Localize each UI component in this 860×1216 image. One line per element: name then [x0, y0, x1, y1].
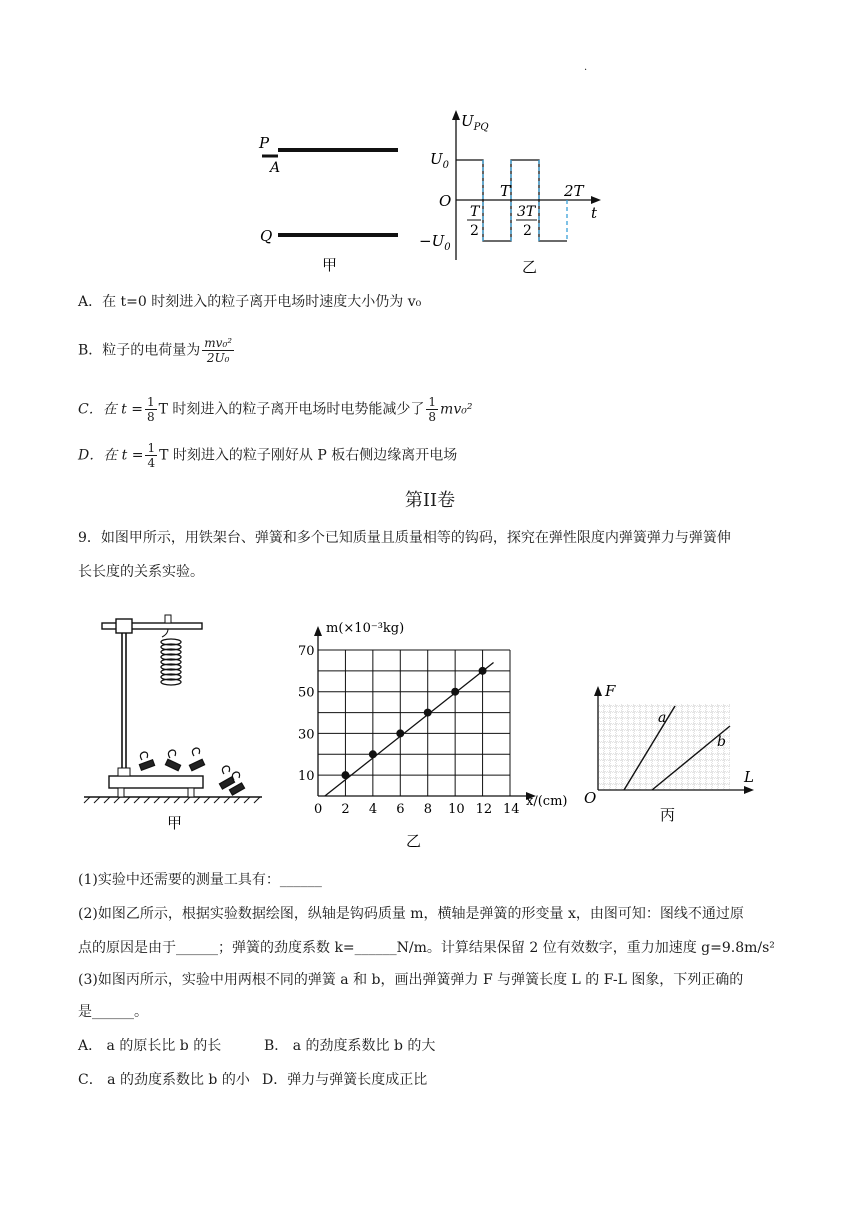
x-tick-label: 4 [368, 802, 378, 817]
y-tick-label: 30 [298, 727, 315, 743]
option-c: C．在 t = $\frac{1}{8}$ T 时刻进入的粒子离开电场时电势能减少了 $\frac{1}{8}$ mv₀² [78, 395, 473, 424]
figure-plates [250, 128, 410, 273]
caption-fig-yi: 乙 [406, 832, 422, 850]
data-point [396, 729, 404, 737]
data-point [341, 771, 349, 779]
chart-points [341, 667, 486, 779]
caption-yi: 乙 [522, 258, 538, 276]
data-point [479, 667, 487, 675]
label-P: P [259, 134, 270, 152]
q9-option-b: B． a 的劲度系数比 b 的大 [264, 1038, 436, 1054]
q9-part3-line1: (3)如图丙所示，实验中用两根不同的弹簧 a 和 b，画出弹簧弹力 F 与弹簧长度 L 的 F-L 图象，下列正确的 [78, 972, 744, 988]
chart-y-label: m(×10⁻³kg) [326, 621, 405, 636]
section-title: 第II卷 [404, 490, 456, 511]
label-A: A [270, 160, 281, 176]
x-tick-label: 10 [448, 802, 465, 817]
figure-iron-stand [82, 610, 267, 840]
data-point [424, 709, 432, 717]
figure-f-l-graph [580, 676, 765, 826]
y-tick-label: 70 [298, 644, 315, 659]
x-tick-label: 2 [341, 802, 350, 817]
svg-text:UPQ [461, 112, 489, 133]
label-O: O [439, 192, 452, 210]
q9-option-d: D．弹力与弹簧长度成正比 [262, 1072, 428, 1088]
y-tick-label: 10 [298, 769, 315, 785]
x-tick-label: 14 [503, 802, 520, 817]
chart-m-vs-x [290, 610, 580, 850]
option-a: A．在 t=0 时刻进入的粒子离开电场时速度大小仍为 v₀ [78, 294, 422, 310]
q9-option-c: C． a 的劲度系数比 b 的小 [78, 1072, 250, 1088]
caption-jia: 甲 [322, 256, 338, 273]
q9-part3-line2: 是______。 [78, 1004, 148, 1020]
option-b: B．粒子的电荷量为 $\frac{\text{mv₀²}}{\text{2U₀}}$ [78, 336, 233, 365]
bing-label-L: L [744, 768, 754, 786]
label-Q: Q [260, 227, 273, 245]
label-upq-sub: PQ [473, 122, 489, 133]
frac-b-num: mv₀² [204, 336, 233, 350]
svg-text:−U0 [419, 232, 451, 253]
chart-x-label: x/(cm) [526, 794, 568, 809]
label-2T: 2T [564, 182, 584, 200]
q9-stem-line1: 9．如图甲所示，用铁架台、弹簧和多个已知质量且质量相等的钩码，探究在弹性限度内弹簧弹力与弹簧伸 [78, 530, 731, 546]
bing-label-a: a [658, 710, 667, 726]
figure-upq-graph [415, 108, 615, 278]
q9-part1: (1)实验中还需要的测量工具有：______ [78, 872, 322, 888]
svg-text:U0 [430, 150, 450, 171]
label-half-num: T [470, 204, 480, 220]
label-u0-sub: 0 [442, 160, 450, 171]
label-T: T [500, 182, 511, 200]
label-3half-den: 2 [523, 223, 532, 239]
option-d: D．在 t = $\frac{1}{4}$ T 时刻进入的粒子刚好从 P 板右侧边缘离开电场 [78, 441, 458, 470]
data-point [451, 688, 459, 696]
q9-part2-line1: (2)如图乙所示，根据实验数据绘图，纵轴是钩码质量 m，横轴是弹簧的形变量 x，由图可知：图线不通过原 [78, 906, 744, 922]
x-tick-label: 12 [475, 802, 493, 817]
frac-b-den: 2U₀ [206, 351, 230, 365]
x-tick-label: 0 [314, 802, 323, 817]
chart-fit-line [325, 663, 494, 796]
q9-stem-line2: 长长度的关系实验。 [78, 564, 204, 580]
fit-line [325, 663, 494, 796]
y-axis-arrow [314, 626, 322, 636]
data-point [369, 750, 377, 758]
bing-label-F: F [605, 682, 616, 700]
x-tick-label: 8 [423, 802, 432, 817]
bing-label-b: b [717, 734, 726, 750]
label-neg-u0: −U [419, 232, 445, 250]
x-tick-label: 6 [396, 802, 405, 817]
label-t: t [591, 204, 598, 222]
label-u0: U [430, 150, 443, 168]
y-tick-label: 50 [298, 685, 315, 701]
q9-part2-line2: 点的原因是由于______；弹簧的劲度系数 k=______N/m。计算结果保留 2 位有效数字，重力加速度 g=9.8m/s² [78, 940, 775, 956]
caption-fig-jia: 甲 [167, 814, 183, 832]
label-upq: U [461, 112, 474, 130]
bing-label-O: O [584, 789, 597, 807]
label-neg-u0-sub: 0 [444, 242, 451, 253]
label-3half-num: 3T [517, 204, 536, 220]
q9-option-a: A． a 的原长比 b 的长 [78, 1038, 222, 1054]
caption-fig-bing: 丙 [660, 806, 676, 824]
top-dot: . [584, 62, 588, 73]
label-half-den: 2 [470, 223, 479, 239]
